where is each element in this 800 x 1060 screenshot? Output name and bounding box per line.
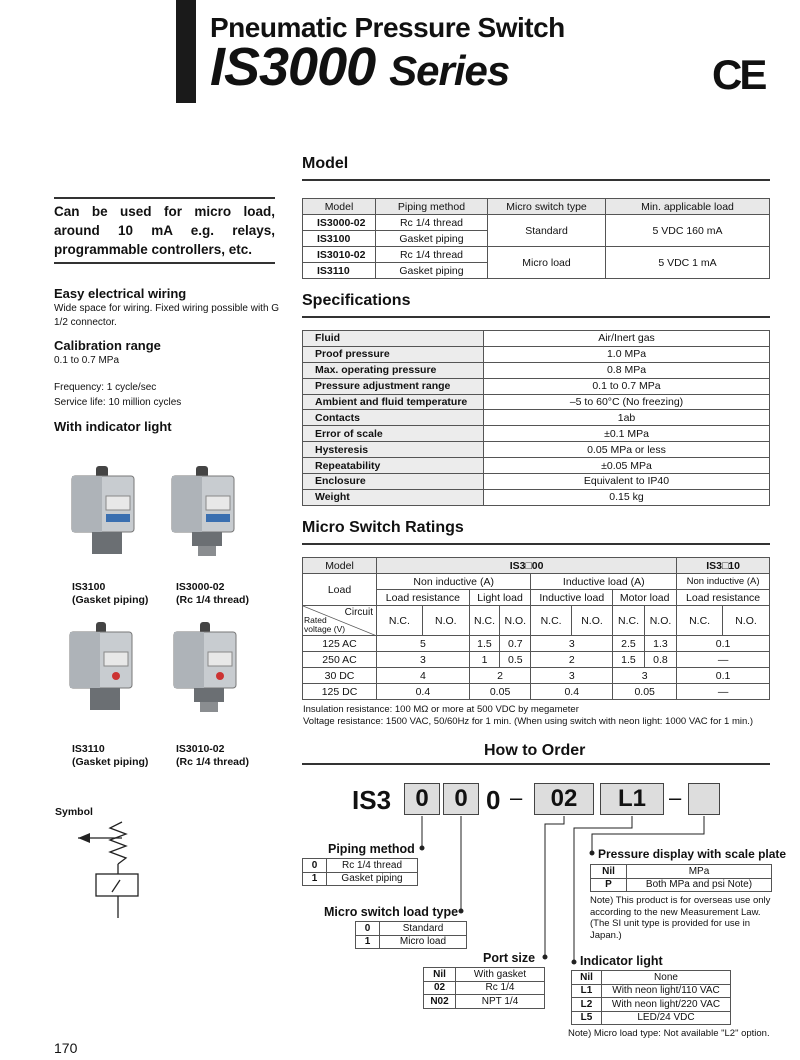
spec-label: Weight [303, 489, 484, 505]
feature-text: Wide space for wiring. Fixed wiring possible with G 1/2 connector. [54, 303, 280, 328]
feature-text: 0.1 to 0.7 MPa [54, 355, 120, 366]
spec-label: Pressure adjustment range [303, 378, 484, 394]
nc-header: N.C. [613, 606, 645, 636]
table-header: Min. applicable load [606, 199, 770, 215]
spec-label: Enclosure [303, 474, 484, 490]
spec-value: 1.0 MPa [484, 346, 770, 362]
ratings-title: Micro Switch Ratings [302, 519, 464, 536]
spec-value: 1ab [484, 410, 770, 426]
piping-cell: Rc 1/4 thread [376, 215, 488, 231]
table-header: IS3□00 [377, 558, 677, 574]
table-row: 250 AC 3 1 0.5 2 1.5 0.8 — [303, 652, 770, 668]
spec-value: ±0.05 MPa [484, 458, 770, 474]
product-caption: IS3110 (Gasket piping) [72, 743, 149, 768]
spec-label: Ambient and fluid temperature [303, 394, 484, 410]
page-number: 170 [54, 1040, 78, 1056]
spec-label: Error of scale [303, 426, 484, 442]
spec-note: Frequency: 1 cycle/sec [54, 382, 157, 393]
spec-label: Fluid [303, 331, 484, 347]
spec-label: Contacts [303, 410, 484, 426]
table-header: Micro switch type [488, 199, 606, 215]
no-header: N.O. [422, 606, 469, 636]
spec-label: Hysteresis [303, 442, 484, 458]
spec-value: Equivalent to IP40 [484, 474, 770, 490]
model-cell: IS3100 [303, 231, 376, 247]
feature-heading: With indicator light [54, 419, 172, 434]
piping-method-table: 0 Rc 1/4 thread 1 Gasket piping [302, 858, 418, 886]
ratings-note: Insulation resistance: 100 MΩ or more at 500 VDC by megameter [303, 704, 579, 715]
series-suffix: Series [389, 47, 510, 94]
table-row: 125 AC 5 1.5 0.7 3 2.5 1.3 0.1 [303, 636, 770, 652]
table-header: Piping method [376, 199, 488, 215]
ce-mark-logo: CE [712, 51, 765, 98]
order-prefix: IS3 [352, 785, 392, 815]
model-cell: IS3010-02 [303, 247, 376, 263]
model-section-title: Model [302, 155, 349, 172]
no-header: N.O. [500, 606, 531, 636]
model-cell: IS3110 [303, 263, 376, 279]
indicator-light-label: Indicator light [580, 954, 663, 968]
order-dash: – [669, 785, 682, 810]
product-caption: IS3000-02 (Rc 1/4 thread) [176, 581, 249, 606]
indicator-light-table: Nil None L1 With neon light/110 VAC L2 With neon light/220 VAC L5 LED/24 VDC [571, 970, 731, 1025]
order-code-indicator: L1 [600, 783, 664, 815]
load-cell: 5 VDC 160 mA [606, 215, 770, 247]
feature-heading: Easy electrical wiring [54, 286, 187, 301]
order-dash: – [510, 785, 523, 810]
indicator-light-note: Note) Micro load type: Not available "L2" option. [568, 1028, 770, 1039]
load-cell: 5 VDC 1 mA [606, 247, 770, 279]
no-header: N.O. [644, 606, 676, 636]
model-cell: IS3000-02 [303, 215, 376, 231]
spec-label: Repeatability [303, 458, 484, 474]
piping-cell: Gasket piping [376, 263, 488, 279]
spec-value: 0.05 MPa or less [484, 442, 770, 458]
nc-header: N.C. [377, 606, 423, 636]
spec-value: ±0.1 MPa [484, 426, 770, 442]
piping-cell: Gasket piping [376, 231, 488, 247]
table-header: Load resistance [677, 590, 770, 606]
piping-method-label: Piping method [328, 842, 415, 856]
ratings-note: Voltage resistance: 1500 VAC, 50/60Hz for 1 min. (When using switch with neon light: 1000 VAC for 1 min.) [303, 716, 754, 727]
feature-heading: Calibration range [54, 338, 161, 353]
spec-value: 0.8 MPa [484, 362, 770, 378]
pressure-display-label: Pressure display with scale plate [598, 847, 787, 861]
table-row: 30 DC 4 2 3 3 0.1 [303, 668, 770, 684]
feature-box: Can be used for micro load, around 10 mA e.g. relays, programmable controllers, etc. [54, 197, 275, 264]
table-header: Non inductive (A) [377, 574, 531, 590]
no-header: N.O. [571, 606, 612, 636]
order-code-micro: 0 [443, 783, 479, 815]
switch-type-cell: Micro load [488, 247, 606, 279]
specifications-title: Specifications [302, 292, 411, 309]
product-caption: IS3100 (Gasket piping) [72, 581, 149, 606]
order-code-port: 02 [534, 783, 594, 815]
table-header: Inductive load (A) [531, 574, 677, 590]
table-header: IS3□10 [677, 558, 770, 574]
table-header: Motor load [613, 590, 677, 606]
table-header: Light load [469, 590, 531, 606]
spec-value: –5 to 60°C (No freezing) [484, 394, 770, 410]
circuit-voltage-header: Circuit Rated voltage (V) [303, 606, 377, 636]
switch-type-cell: Standard [488, 215, 606, 247]
table-header: Load resistance [377, 590, 470, 606]
table-header: Inductive load [531, 590, 613, 606]
page-subtitle: Pneumatic Pressure Switch [210, 12, 565, 43]
spec-value: Air/Inert gas [484, 331, 770, 347]
table-header: Load [303, 574, 377, 606]
product-caption: IS3010-02 (Rc 1/4 thread) [176, 743, 249, 768]
micro-switch-load-label: Micro switch load type [324, 905, 459, 919]
order-fixed-digit: 0 [486, 785, 501, 815]
pressure-display-table: Nil MPa P Both MPa and psi Note) [590, 864, 772, 892]
nc-header: N.C. [531, 606, 571, 636]
spec-value: 0.1 to 0.7 MPa [484, 378, 770, 394]
pressure-display-note: Note) This product is for overseas use only according to the new Measurement Law. (The SI unit type is provided for use in Japan.) [590, 895, 771, 941]
table-row: 125 DC 0.4 0.05 0.4 0.05 — [303, 684, 770, 700]
spec-value: 0.15 kg [484, 489, 770, 505]
symbol-label: Symbol [55, 806, 93, 818]
port-size-table: Nil With gasket 02 Rc 1/4 N02 NPT 1/4 [423, 967, 545, 1009]
table-header: Model [303, 199, 376, 215]
nc-header: N.C. [677, 606, 723, 636]
port-size-label: Port size [483, 951, 536, 965]
spec-label: Proof pressure [303, 346, 484, 362]
table-header: Non inductive (A) [677, 574, 770, 590]
nc-header: N.C. [469, 606, 499, 636]
no-header: N.O. [723, 606, 770, 636]
spec-note: Service life: 10 million cycles [54, 397, 182, 408]
how-to-order-title: How to Order [484, 742, 586, 759]
piping-cell: Rc 1/4 thread [376, 247, 488, 263]
spec-label: Max. operating pressure [303, 362, 484, 378]
order-code-piping: 0 [404, 783, 440, 815]
series-name: IS3000 [210, 37, 376, 97]
micro-switch-load-table: 0 Standard 1 Micro load [355, 921, 467, 949]
table-header: Model [303, 558, 377, 574]
